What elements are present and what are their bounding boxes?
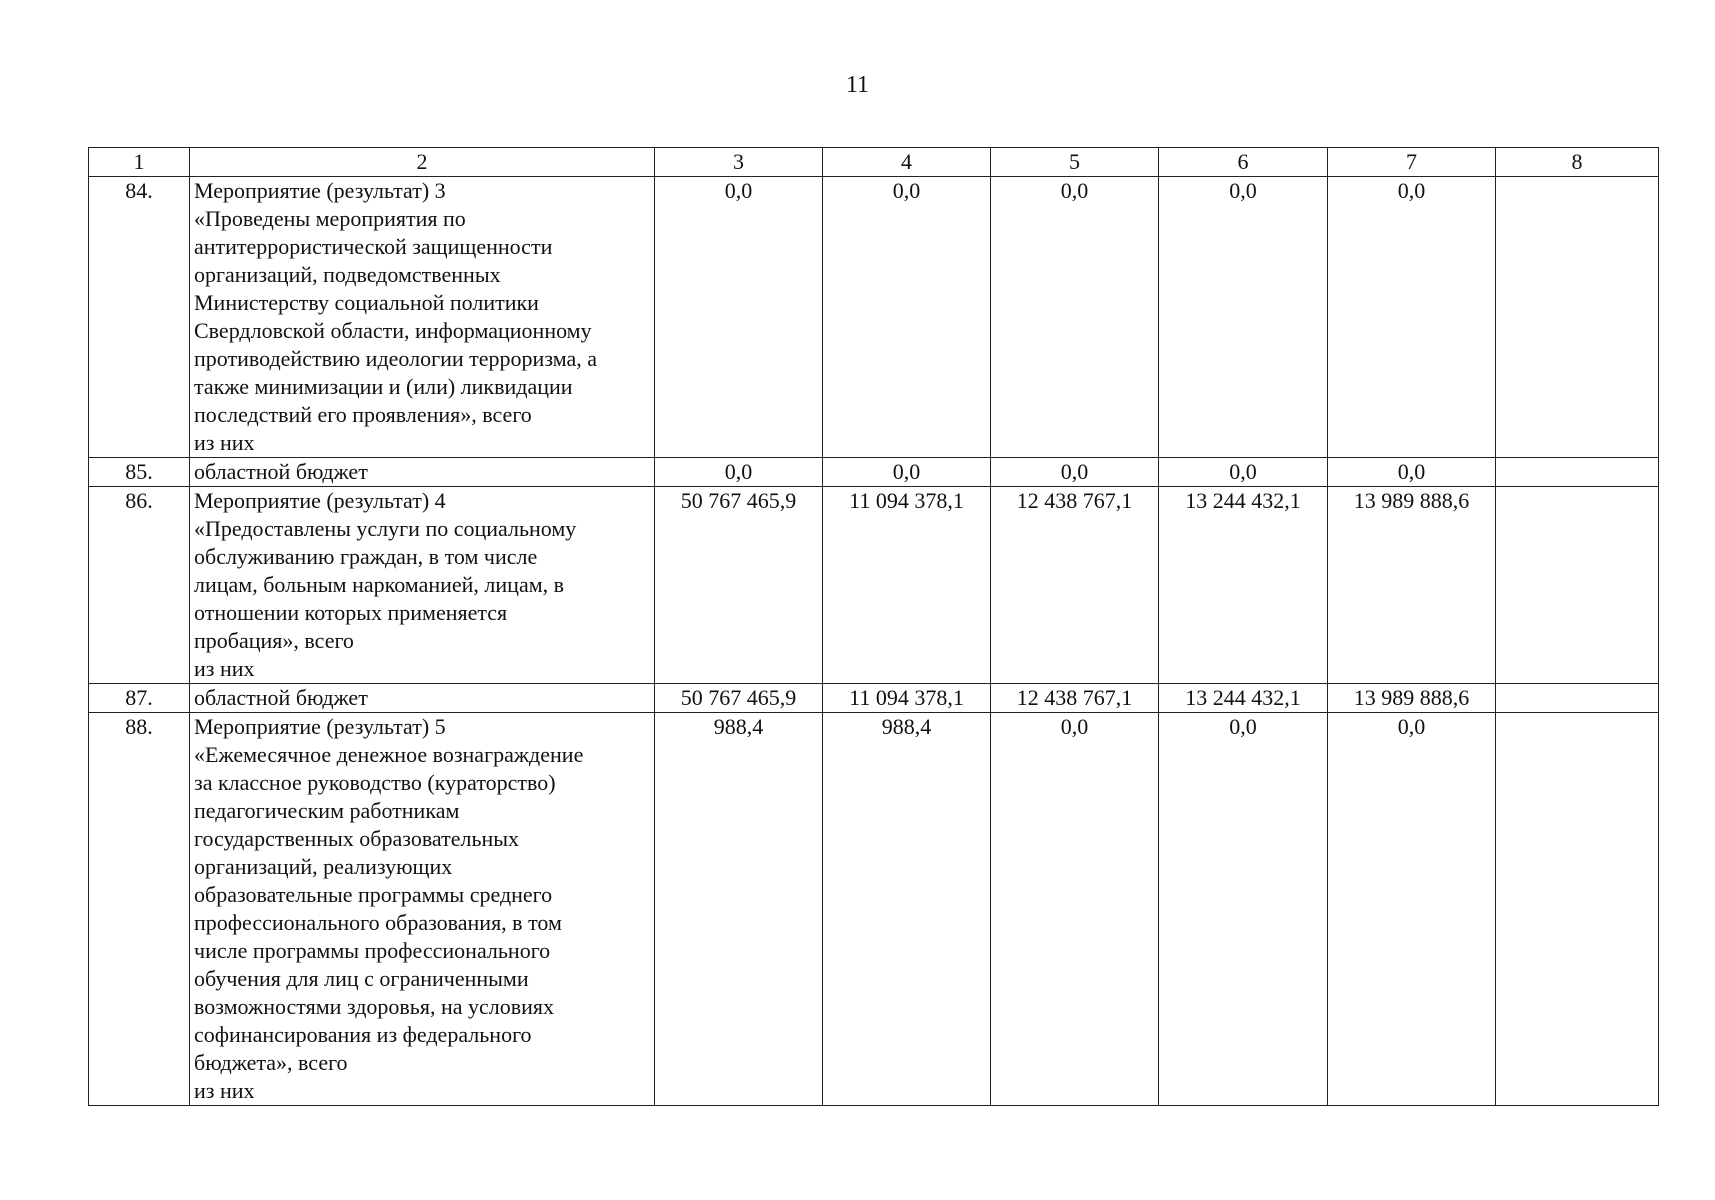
- value-cell: 13 244 432,1: [1159, 487, 1328, 684]
- row-description: [190, 458, 655, 487]
- value-cell: 13 989 888,6: [1328, 684, 1496, 713]
- description-line: за классное руководство (кураторство): [194, 770, 556, 795]
- description-line: организаций, подведомственных: [194, 262, 501, 287]
- description-line: организаций, реализующих: [194, 854, 453, 879]
- column-header: 8: [1496, 148, 1659, 177]
- description-line: софинансирования из федерального: [194, 1022, 532, 1047]
- description-line: лицам, больным наркоманией, лицам, в: [194, 572, 565, 597]
- value-cell: 0,0: [1328, 177, 1496, 458]
- description-line: Мероприятие (результат) 3: [194, 178, 446, 203]
- value-cell: 0,0: [991, 458, 1159, 487]
- value-cell: 0,0: [1159, 713, 1328, 1106]
- table-row: [89, 684, 1659, 713]
- table-body: [89, 148, 1659, 1106]
- row-number: 86.: [89, 487, 190, 684]
- value-cell: 0,0: [1159, 177, 1328, 458]
- description-line: областной бюджет: [194, 459, 368, 484]
- description-line: «Проведены мероприятия по: [194, 206, 466, 231]
- value-cell: 12 438 767,1: [991, 684, 1159, 713]
- column-header: 1: [89, 148, 190, 177]
- description-line: Мероприятие (результат) 4: [194, 488, 446, 513]
- description-line: педагогическим работникам: [194, 798, 460, 823]
- header-row: [89, 148, 1659, 177]
- description-line: Мероприятие (результат) 5: [194, 714, 446, 739]
- row-number: 87.: [89, 684, 190, 713]
- value-cell: 0,0: [991, 177, 1159, 458]
- value-cell: 11 094 378,1: [823, 684, 991, 713]
- value-cell: 0,0: [1159, 458, 1328, 487]
- table-row: [89, 713, 1659, 1106]
- value-cell: 13 989 888,6: [1328, 487, 1496, 684]
- page-number: 11: [845, 72, 870, 98]
- value-cell: 50 767 465,9: [655, 684, 823, 713]
- table-row: [89, 458, 1659, 487]
- row-number: 85.: [89, 458, 190, 487]
- value-cell: 0,0: [655, 458, 823, 487]
- row-number: 84.: [89, 177, 190, 458]
- description-line: также минимизации и (или) ликвидации: [194, 374, 573, 399]
- description-line: профессионального образования, в том: [194, 910, 562, 935]
- description-line: числе программы профессионального: [194, 938, 551, 963]
- column-header: 3: [655, 148, 823, 177]
- table-row: [89, 487, 1659, 684]
- description-line: Министерству социальной политики: [194, 290, 539, 315]
- value-cell: 0,0: [991, 713, 1159, 1106]
- value-cell: 0,0: [655, 177, 823, 458]
- description-line: обслуживанию граждан, в том числе: [194, 544, 538, 569]
- description-line: последствий его проявления», всего: [194, 402, 532, 427]
- value-cell: [1496, 458, 1659, 487]
- description-line: противодействию идеологии терроризма, а: [194, 346, 598, 371]
- value-cell: 988,4: [823, 713, 991, 1106]
- value-cell: 12 438 767,1: [991, 487, 1159, 684]
- value-cell: 50 767 465,9: [655, 487, 823, 684]
- column-header: 6: [1159, 148, 1328, 177]
- row-description: [190, 177, 655, 458]
- description-line: из них: [194, 1078, 255, 1103]
- description-line: возможностями здоровья, на условиях: [194, 994, 555, 1019]
- value-cell: 0,0: [1328, 713, 1496, 1106]
- value-cell: 988,4: [655, 713, 823, 1106]
- description-line: образовательные программы среднего: [194, 882, 553, 907]
- description-line: обучения для лиц с ограниченными: [194, 966, 529, 991]
- value-cell: 13 244 432,1: [1159, 684, 1328, 713]
- column-header: 4: [823, 148, 991, 177]
- column-header: 7: [1328, 148, 1496, 177]
- value-cell: 0,0: [823, 177, 991, 458]
- description-line: антитеррористической защищенности: [194, 234, 553, 259]
- value-cell: [1496, 684, 1659, 713]
- table-row: [89, 177, 1659, 458]
- description-line: из них: [194, 430, 255, 455]
- row-description: [190, 713, 655, 1106]
- column-header: 2: [190, 148, 655, 177]
- description-line: «Предоставлены услуги по социальному: [194, 516, 577, 541]
- value-cell: 11 094 378,1: [823, 487, 991, 684]
- description-line: пробация», всего: [194, 628, 354, 653]
- value-cell: [1496, 487, 1659, 684]
- description-line: областной бюджет: [194, 685, 368, 710]
- row-number: 88.: [89, 713, 190, 1106]
- column-header: 5: [991, 148, 1159, 177]
- row-description: [190, 684, 655, 713]
- value-cell: 0,0: [1328, 458, 1496, 487]
- value-cell: [1496, 177, 1659, 458]
- value-cell: [1496, 713, 1659, 1106]
- description-line: Свердловской области, информационному: [194, 318, 592, 343]
- description-line: отношении которых применяется: [194, 600, 508, 625]
- row-description: [190, 487, 655, 684]
- description-line: бюджета», всего: [194, 1050, 348, 1075]
- description-line: «Ежемесячное денежное вознаграждение: [194, 742, 584, 767]
- value-cell: 0,0: [823, 458, 991, 487]
- budget-table: [88, 147, 1659, 1106]
- description-line: государственных образовательных: [194, 826, 520, 851]
- description-line: из них: [194, 656, 255, 681]
